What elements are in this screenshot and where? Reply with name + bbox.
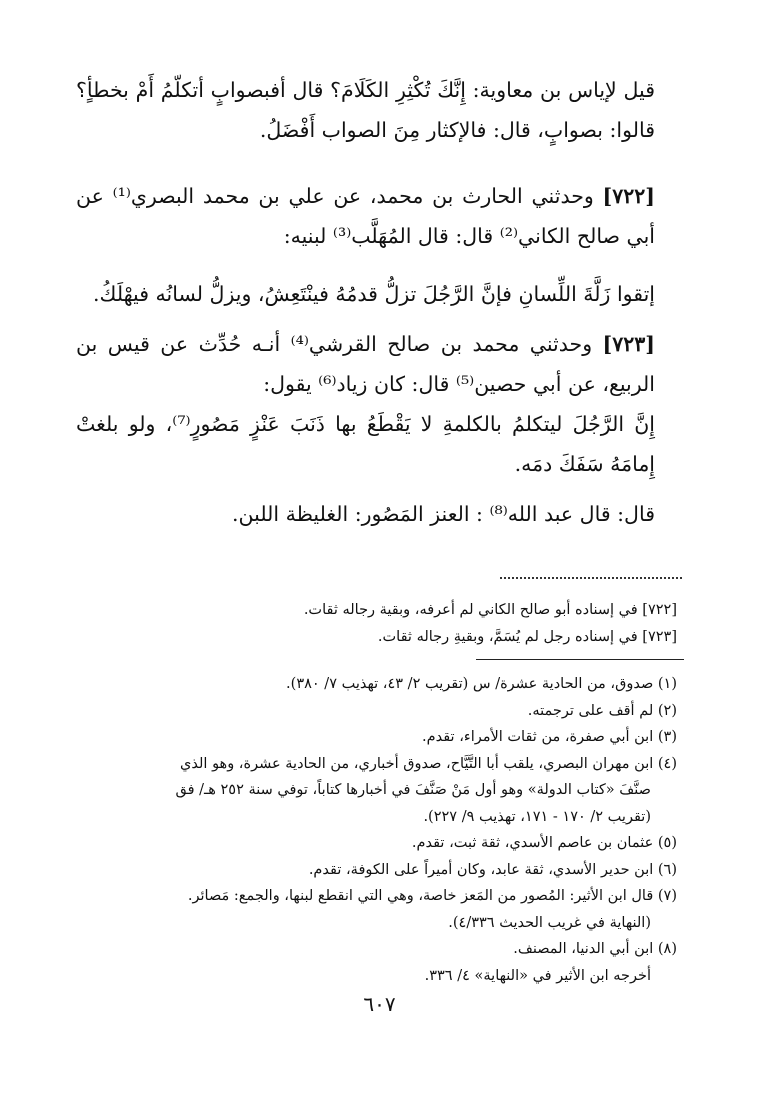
footnote-5: (٥) عثمان بن عاصم الأسدي، ثقة ثبت، تقدم. <box>411 835 677 851</box>
main-text <box>76 70 677 534</box>
hadith-grading <box>220 597 677 651</box>
footnote-4-line-2: صنَّفَ «كتاب الدولة» وهو أول مَنْ صَنَّفَ في أخبارها كتاباً، توفي سنة ٢٥٢ هـ/ فق <box>175 782 651 798</box>
footnote-rule <box>476 659 684 660</box>
narration-text: وحدثني محمد بن صالح القرشي⁽⁴⁾ أنـه حُدِّث عن قيس بن الربيع، عن أبي حصين⁽⁵⁾ قال: كان زياد⁽⁶⁾ يقول: <box>76 332 655 396</box>
paragraph-muhallab-saying: إتقوا زَلَّةَ اللِّسانِ فإنَّ الرَّجُلَ تزلُّ قدمُهُ فينْتَعِشُ، ويزلُّ لسانُه فيهْلَكُ. <box>93 282 655 306</box>
footnote-source: أخرجه ابن الأثير في «النهاية» ٤/ ٣٣٦. <box>424 967 651 984</box>
narration-number: [٧٢٢] <box>602 184 655 208</box>
footnote-7-line-2: (النهاية في غريب الحديث ٤/٣٣٦). <box>448 914 651 931</box>
paragraph-722 <box>76 176 677 256</box>
footnote-1: (١) صدوق، من الحادية عشرة/ س (تقريب ٢/ ٤٣، تهذيب ٧/ ٣٨٠). <box>286 676 677 692</box>
grading-723: [٧٢٣] في إسناده رجل لم يُسَمَّ، وبقيةِ رجاله ثقات. <box>377 629 677 645</box>
paragraph-abdullah-gloss: قال: قال عبد الله⁽⁸⁾ : العنز المَصُور: الغليظة اللبن. <box>232 502 655 526</box>
footnote-8: (٨) ابن أبي الدنيا، المصنف. <box>513 941 677 957</box>
footnote-7-line-1: (٧) قال ابن الأثير: المُصور من المَعز خاصة، وهي التي انقطع لبنها، والجمع: مَصائر. <box>187 888 677 904</box>
footnote-2: (٢) لم أقف على ترجمته. <box>527 702 677 719</box>
footnote-4-line-3: (تقريب ٢/ ١٧٠ - ١٧١، تهذيب ٩/ ٢٢٧). <box>423 808 651 825</box>
footnote-6: (٦) ابن حدير الأسدي، ثقة عابد، وكان أميراً على الكوفة، تقدم. <box>308 861 677 878</box>
page-number: ٦٠٧ <box>363 992 396 1016</box>
footnotes <box>78 671 677 989</box>
footnote-3: (٣) ابن أبي صفرة، من ثقات الأمراء، تقدم. <box>422 729 677 745</box>
narration-number: [٧٢٣] <box>602 332 655 356</box>
narration-text: وحدثني الحارث بن محمد، عن علي بن محمد البصري⁽¹⁾ عن أبي صالح الكاني⁽²⁾ قال: قال المُهَلَّب⁽³⁾ لبنيه: <box>76 184 655 248</box>
grading-722: [٧٢٢] في إسناده أبو صالح الكاني لم أعرفه، وبقية رجاله ثقات. <box>303 602 677 618</box>
paragraph-ziyad-saying: إِنَّ الرَّجُلَ ليتكلمُ بالكلمةِ لا يَقْطَعُ بها ذَنَبَ عَنْزٍ مَصُورٍ⁽⁷⁾، ولو بلغتْ إِمامَهُ سَفَكَ دمَه. <box>76 412 655 476</box>
footnote-4-line-1: (٤) ابن مهران البصري، يلقب أبا التَّيَّاح، صدوق أخباري، من الحادية عشرة، وهو الذي <box>180 755 677 772</box>
paragraph-iyas: قيل لإياس بن معاوية: إِنَّكَ تُكْثِرِ الكَلَامَ؟ قال أفبصوابٍ أتكلّمُ أَمْ بخطأٍ؟ قالوا: بصوابٍ، قال: فالإكثار مِنَ الصواب أَفْضَلُ. <box>76 78 655 142</box>
paragraph-723 <box>76 324 677 404</box>
dotted-separator <box>500 577 682 579</box>
